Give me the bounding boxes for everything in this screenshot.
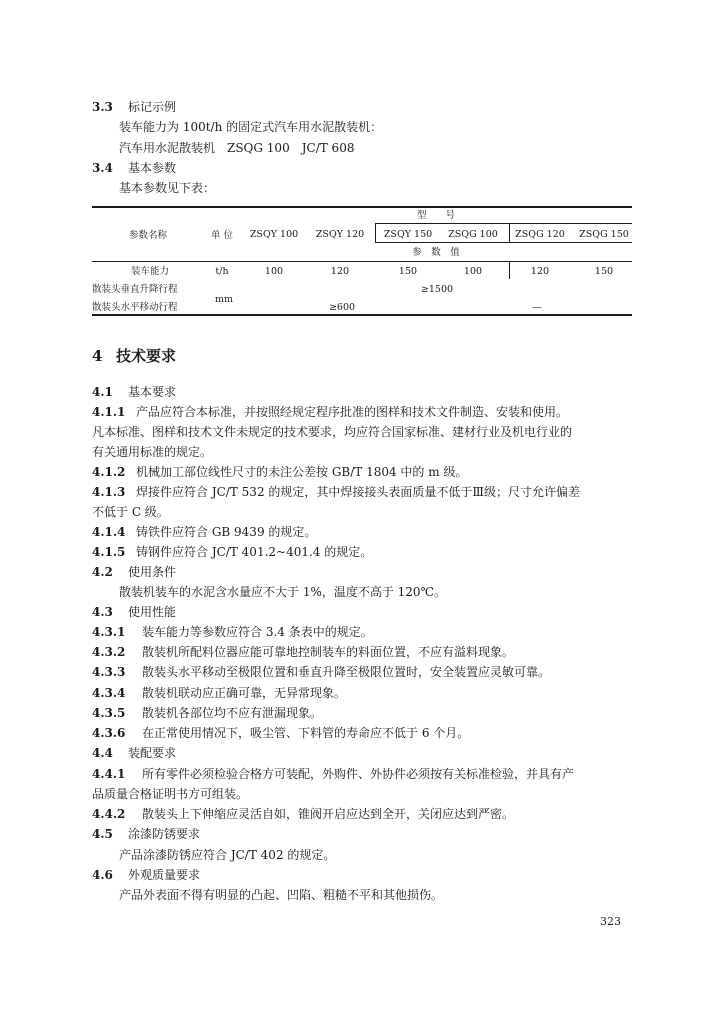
table-col-divider [509, 223, 510, 242]
table-header-rule [92, 261, 632, 262]
clause-4-1-3 [92, 485, 580, 499]
clause-4-3-3 [92, 665, 550, 679]
paragraph: 散装机装车的水泥含水量应不大于 1%，温度不高于 120℃。 [119, 585, 446, 599]
paragraph: 基本参数见下表： [119, 181, 216, 195]
clause-4-3-1 [92, 625, 373, 639]
clause-text: 装车能力等参数应符合 3.4 条表中的规定。 [142, 625, 373, 639]
paragraph: 产品外表面不得有明显的凸起、凹陷、粗糙不平和其他损伤。 [119, 888, 444, 902]
section-4-5-heading [92, 827, 200, 841]
table-cell: ≥1500 [420, 284, 454, 295]
clause-text: 散装头水平移动至极限位置和垂直升降至极限位置时，安全装置应灵敏可靠。 [142, 665, 551, 679]
clause-4-3-2 [92, 645, 514, 659]
clause-4-4-2 [92, 807, 514, 821]
clause-text: 铸铁件应符合 GB 9439 的规定。 [136, 525, 317, 539]
section-title: 装配要求 [128, 746, 177, 760]
table-col-divider [375, 223, 376, 242]
clause-number: 4.4.1 [92, 767, 126, 781]
table-row-unit: t/h [215, 266, 229, 277]
section-number: 4.3 [92, 605, 113, 619]
clause-4-4-1 [92, 767, 574, 781]
section-4-4-heading [92, 746, 176, 760]
section-3-4-heading [92, 161, 176, 175]
section-number: 4.2 [92, 565, 113, 579]
table-model-cell: ZSQG 120 [515, 229, 565, 240]
table-subheader-rule [375, 242, 632, 243]
page-number: 323 [600, 915, 621, 928]
table-cell: ≥600 [328, 302, 356, 313]
section-title: 基本要求 [128, 385, 177, 399]
section-4-1-heading [92, 385, 176, 399]
clause-number: 4.3.1 [92, 625, 126, 639]
clause-4-1-2 [92, 465, 467, 479]
table-model-cell: ZSQY 100 [249, 229, 299, 240]
table-cell: 150 [594, 266, 614, 277]
table-cell: — [532, 302, 542, 313]
section-3-3-heading [92, 100, 176, 114]
paragraph: 装车能力为 100t/h 的固定式汽车用水泥散装机： [119, 120, 383, 134]
clause-text: 所有零件必须检验合格方可装配，外购件、外协件必须按有关标准检验，并具有产 [142, 767, 575, 781]
table-model-cell: ZSQY 150 [383, 229, 433, 240]
clause-text: 散装机各部位均不应有泄漏现象。 [142, 706, 323, 720]
section-number: 4.4 [92, 746, 113, 760]
clause-continuation: 品质量合格证明书方可组装。 [92, 787, 249, 801]
clause-text: 在正常使用情况下，吸尘管、下料管的寿命应不低于 6 个月。 [142, 726, 470, 740]
clause-number: 4.1.1 [92, 405, 126, 419]
clause-text: 散装机所配料位器应能可靠地控制装车的料面位置，不应有溢料现象。 [142, 645, 515, 659]
clause-number: 4.3.4 [92, 686, 126, 700]
section-4-6-heading [92, 868, 200, 882]
section-number: 4.5 [92, 827, 113, 841]
table-row-name: 装车能力 [130, 266, 170, 277]
table-cell: 150 [398, 266, 418, 277]
paragraph: 汽车用水泥散装机 ZSQG 100 JC/T 608 [119, 141, 355, 155]
table-model-cell: ZSQG 150 [579, 229, 629, 240]
clause-number: 4.3.2 [92, 645, 126, 659]
clause-number: 4.1.4 [92, 525, 126, 539]
section-title: 涂漆防锈要求 [128, 827, 201, 841]
clause-number: 4.1.3 [92, 485, 126, 499]
clause-number: 4.3.5 [92, 706, 126, 720]
clause-number: 4.3.3 [92, 665, 126, 679]
clause-text: 铸钢件应符合 JC/T 401.2~401.4 的规定。 [136, 545, 373, 559]
clause-text: 散装机联动应正确可靠，无异常现象。 [142, 686, 347, 700]
table-row-unit: mm [214, 294, 234, 305]
clause-continuation: 凡本标准、图样和技术文件未规定的技术要求，均应符合国家标准、建材行业及机电行业的 [92, 425, 573, 439]
clause-4-3-6 [92, 726, 469, 740]
clause-continuation: 不低于 C 级。 [92, 505, 169, 519]
section-4-3-heading [92, 605, 176, 619]
table-cell: 120 [330, 266, 350, 277]
section-title: 标记示例 [128, 100, 177, 114]
clause-text: 散装头上下伸缩应灵活自如，锥阀开启应达到全开，关闭应达到严密。 [142, 807, 515, 821]
clause-number: 4.1.5 [92, 545, 126, 559]
section-number: 4.1 [92, 385, 113, 399]
section-4-heading [92, 347, 176, 365]
clause-number: 4.3.6 [92, 726, 126, 740]
table-model-rule [375, 223, 632, 224]
section-title: 使用性能 [128, 605, 177, 619]
clause-4-3-4 [92, 686, 346, 700]
clause-4-1-5 [92, 545, 372, 559]
clause-number: 4.4.2 [92, 807, 126, 821]
clause-text: 产品应符合本标准，并按照经规定程序批准的图样和技术文件制造、安装和使用。 [136, 405, 569, 419]
table-cell: 120 [530, 266, 550, 277]
table-bottom-rule [92, 314, 632, 316]
section-title: 基本参数 [128, 161, 177, 175]
table-cell: 100 [264, 266, 284, 277]
clause-number: 4.1.2 [92, 465, 126, 479]
section-number: 4.6 [92, 868, 113, 882]
section-number: 3.3 [92, 100, 113, 114]
table-header-value: 参 数 值 [412, 247, 460, 258]
table-header-param: 参数名称 [128, 230, 168, 241]
table-cell: 100 [463, 266, 483, 277]
paragraph: 产品涂漆防锈应符合 JC/T 402 的规定。 [119, 848, 336, 862]
section-4-2-heading [92, 565, 176, 579]
table-row-name: 散装头垂直升降行程 [92, 284, 178, 295]
table-row-name: 散装头水平移动行程 [92, 302, 178, 313]
clause-continuation: 有关通用标准的规定。 [92, 445, 213, 459]
table-model-cell: ZSQG 100 [448, 229, 498, 240]
table-model-cell: ZSQY 120 [315, 229, 365, 240]
table-top-rule [92, 206, 632, 208]
table-header-model: 型 号 [416, 210, 456, 221]
clause-4-3-5 [92, 706, 322, 720]
clause-4-1-4 [92, 525, 316, 539]
table-col-divider [509, 261, 510, 279]
clause-text: 机械加工部位线性尺寸的未注公差按 GB/T 1804 中的 m 级。 [136, 465, 468, 479]
clause-text: 焊接件应符合 JC/T 532 的规定，其中焊接接头表面质量不低于Ⅲ级；尺寸允许偏差 [136, 485, 580, 499]
section-number: 4 [92, 347, 103, 365]
section-number: 3.4 [92, 161, 113, 175]
table-header-unit: 单 位 [210, 230, 234, 241]
section-title: 使用条件 [128, 565, 177, 579]
section-title: 技术要求 [116, 347, 177, 365]
clause-4-1-1 [92, 405, 568, 419]
section-title: 外观质量要求 [128, 868, 201, 882]
